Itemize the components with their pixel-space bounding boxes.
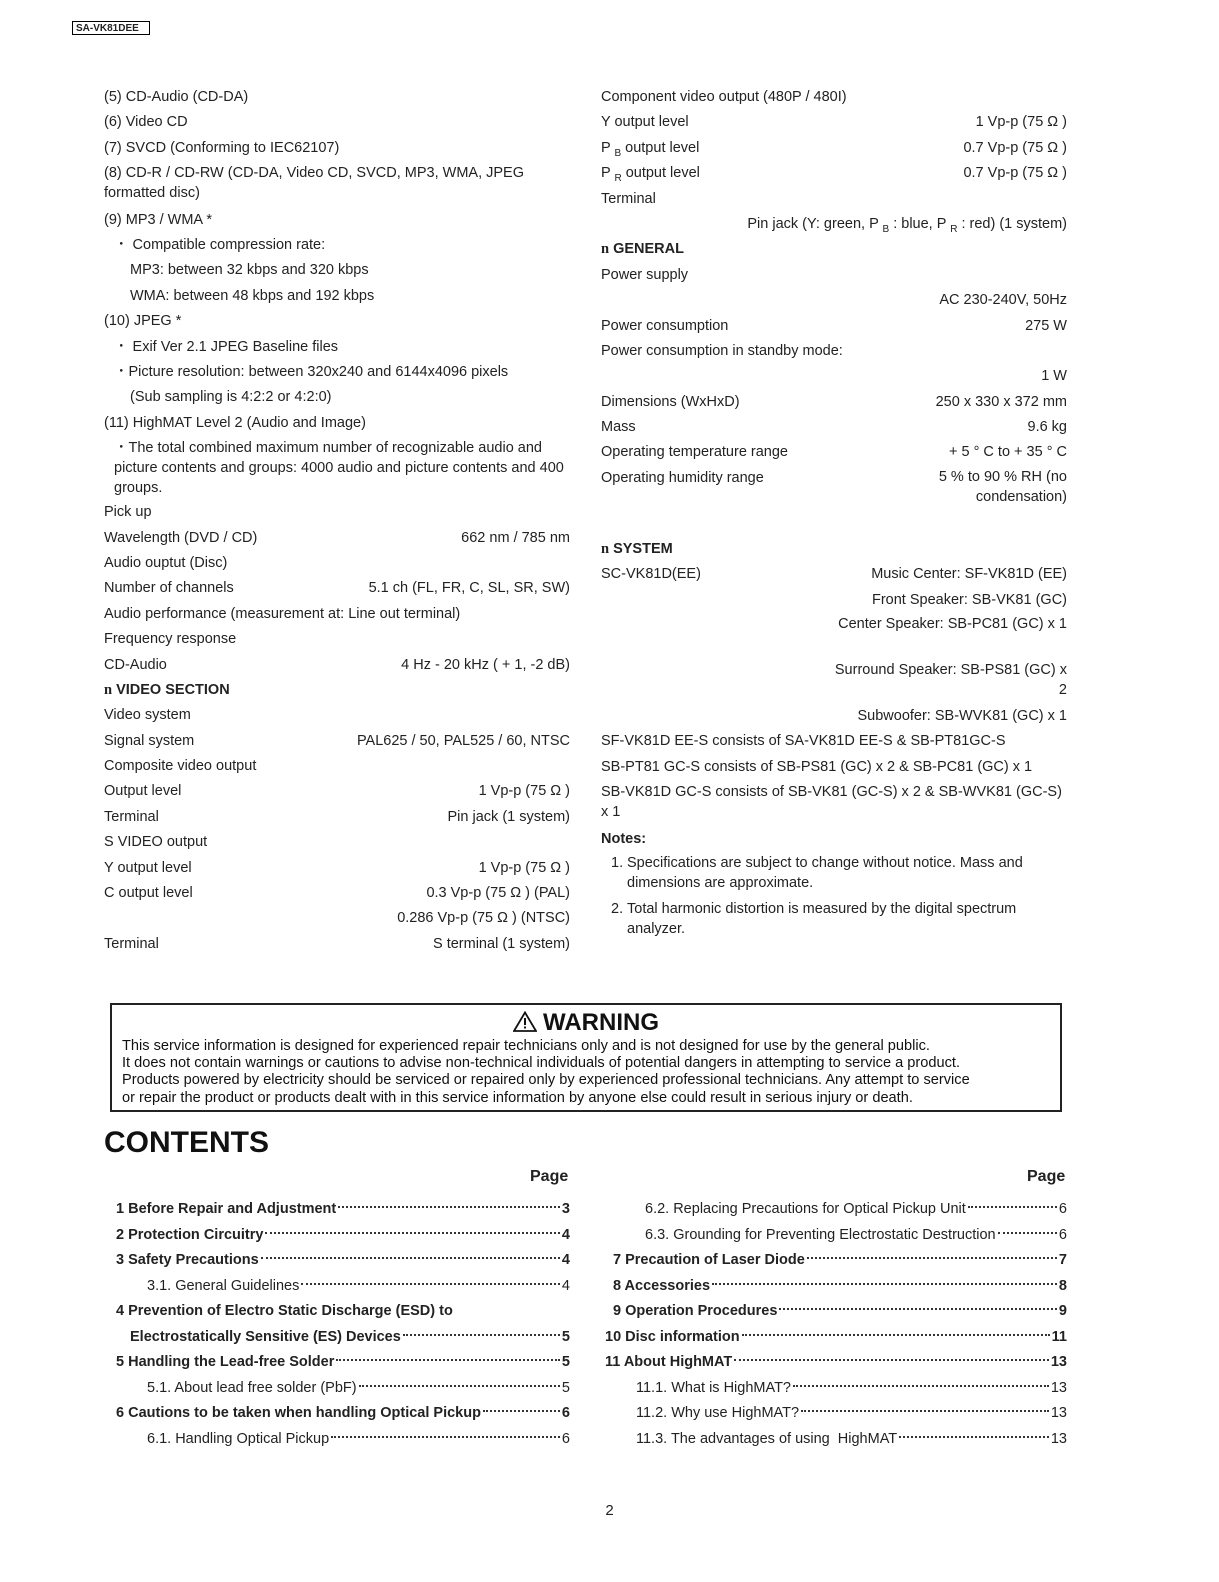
spec-value: 275 W [1025, 317, 1067, 334]
spec-row [104, 730, 570, 755]
spec-label: P $_R$ output level [601, 165, 700, 185]
spec-label: Signal system [104, 732, 195, 749]
section-title: GENERAL [613, 241, 684, 258]
spec-row [601, 391, 1067, 416]
spec-label: C output level [104, 885, 193, 902]
spec-subitem: ・Picture resolution: between 320x240 and 6144x4096 pixels [114, 364, 509, 381]
spec-row [104, 857, 570, 882]
spec-row [104, 933, 570, 958]
spec-label: Terminal [104, 808, 159, 825]
spec-value: 1 Vp-p (75 Ω ) [975, 114, 1067, 131]
section-heading-general [601, 238, 1067, 263]
spec-heading: Composite video output [104, 758, 257, 775]
spec-label: P $_B$ output level [601, 139, 700, 159]
spec-value: 0.7 Vp-p (75 Ω ) [963, 165, 1067, 182]
spec-value: 4 Hz - 20 kHz ( + 1, -2 dB) [401, 656, 570, 673]
spec-value: Pin jack (1 system) [447, 808, 570, 825]
spec-subitem: ・ Exif Ver 2.1 JPEG Baseline files [114, 338, 339, 355]
note-number: 1. [611, 855, 624, 872]
spec-row [601, 289, 1067, 314]
toc-right [601, 1198, 1067, 1453]
spec-item: (7) SVCD (Conforming to IEC62107) [104, 139, 340, 156]
toc-entry[interactable]: 11.1. What is HighMAT? 13 [636, 1379, 1067, 1396]
spec-value: 1 W [1041, 368, 1067, 385]
spec-heading: Frequency response [104, 631, 237, 648]
toc-entry[interactable]: 8 Accessories 8 [613, 1277, 1067, 1294]
spec-label: Power consumption [601, 317, 729, 334]
spec-value: Front Speaker: SB-VK81 (GC) [871, 591, 1067, 608]
spec-value: 5 % to 90 % RH (no condensation) [938, 468, 1067, 505]
spec-item: (6) Video CD [104, 114, 188, 131]
spec-row [601, 705, 1067, 730]
spec-label: Operating humidity range [601, 469, 764, 486]
spec-item: (11) HighMAT Level 2 (Audio and Image) [104, 414, 366, 431]
toc-entry[interactable]: 5 Handling the Lead-free Solder 5 [116, 1354, 570, 1370]
spec-text: SB-VK81D GC-S consists of SB-VK81 (GC-S) x 2 & SB-WVK81 (GC-S) x 1 [601, 784, 1062, 821]
spec-row [104, 882, 570, 907]
toc-entry[interactable]: 11 About HighMAT 13 [605, 1354, 1067, 1370]
spec-row [601, 467, 1067, 538]
spec-label: Wavelength (DVD / CD) [104, 529, 258, 546]
spec-row [104, 806, 570, 831]
spec-value: AC 230-240V, 50Hz [939, 292, 1067, 309]
toc-entry[interactable]: 1 Before Repair and Adjustment 3 [116, 1201, 570, 1217]
bullet-icon: n [601, 540, 610, 557]
spec-value: 250 x 330 x 372 mm [935, 393, 1067, 410]
toc-entry[interactable]: 6.2. Replacing Precautions for Optical Pickup Unit 6 [645, 1201, 1067, 1217]
spec-subitem: ・ Compatible compression rate: [114, 237, 326, 254]
spec-label: SC-VK81D(EE) [601, 566, 701, 583]
spec-row [104, 527, 570, 552]
spec-label: Y output level [104, 859, 192, 876]
spec-value: Surround Speaker: SB-PS81 (GC) x 2 [834, 661, 1067, 698]
spec-row [104, 780, 570, 805]
toc-entry[interactable]: 11.3. The advantages of using HighMAT 13 [636, 1430, 1067, 1447]
spec-heading: Component video output (480P / 480I) [601, 89, 847, 105]
spec-value: Subwoofer: SB-WVK81 (GC) x 1 [857, 708, 1067, 725]
toc-entry[interactable]: 10 Disc information 11 [605, 1328, 1067, 1345]
spec-label: Dimensions (WxHxD) [601, 393, 740, 410]
section-heading-system [601, 538, 1067, 563]
spec-text: SF-VK81D EE-S consists of SA-VK81D EE-S & SB-PT81GC-S [601, 733, 1006, 750]
spec-heading: Pick up [104, 504, 152, 521]
warning-line: This service information is designed for experienced repair technicians only and is not designed for use by the general public. [122, 1038, 930, 1054]
spec-value: Music Center: SF-VK81D (EE) [871, 566, 1067, 583]
page-number: 2 [605, 1502, 614, 1519]
spec-value: S terminal (1 system) [433, 935, 570, 952]
spec-text: SB-PT81 GC-S consists of SB-PS81 (GC) x 2 & SB-PC81 (GC) x 1 [601, 758, 1033, 775]
warning-line: or repair the product or products dealt with in this service information by anyone else could result in serious injury or death. [122, 1089, 913, 1106]
toc-entry[interactable]: 6.1. Handling Optical Pickup 6 [147, 1430, 570, 1447]
toc-entry[interactable]: Electrostatically Sensitive (ES) Devices 5 [130, 1328, 570, 1345]
spec-row [601, 365, 1067, 390]
toc-entry[interactable]: 3 Safety Precautions 4 [116, 1252, 570, 1268]
spec-heading: S VIDEO output [104, 834, 208, 851]
spec-heading: Audio performance (measurement at: Line out terminal) [104, 605, 461, 622]
warning-triangle-icon [513, 1011, 537, 1032]
spec-value: 0.3 Vp-p (75 Ω ) (PAL) [426, 885, 570, 902]
spec-row [601, 162, 1067, 187]
section-title: VIDEO SECTION [116, 681, 230, 698]
spec-item: (5) CD-Audio (CD-DA) [104, 89, 249, 105]
spec-value: + 5 ° C to + 35 ° C [949, 444, 1067, 461]
spec-row [601, 111, 1067, 136]
bullet-icon: n [104, 681, 113, 698]
toc-entry[interactable]: 9 Operation Procedures 9 [613, 1303, 1067, 1319]
spec-row [601, 589, 1067, 614]
spec-heading: Audio ouptut (Disc) [104, 554, 228, 571]
spec-row [601, 441, 1067, 466]
toc-entry[interactable]: 3.1. General Guidelines 4 [147, 1277, 570, 1294]
spec-value: Center Speaker: SB-PC81 (GC) x 1 [838, 616, 1067, 633]
toc-entry[interactable]: 6.3. Grounding for Preventing Electrostatic Destruction 6 [645, 1226, 1067, 1243]
right-spec-column [601, 86, 1067, 945]
toc-entry[interactable]: 6 Cautions to be taken when handling Optical Pickup 6 [116, 1405, 570, 1421]
spec-row [601, 660, 1067, 706]
spec-value: 0.286 Vp-p (75 Ω ) (NTSC) [397, 910, 570, 927]
contents-title: CONTENTS [104, 1126, 269, 1159]
spec-value: Pin jack (Y: green, P $_B$ : blue, P $_R$ : red) (1 system) [747, 215, 1067, 235]
spec-item: (10) JPEG * [104, 313, 182, 330]
spec-label: Output level [104, 783, 182, 800]
notes-title: Notes: [601, 830, 647, 847]
toc-entry[interactable]: 2 Protection Circuitry 4 [116, 1226, 570, 1243]
spec-row [601, 137, 1067, 162]
spec-label: Y output level [601, 114, 689, 131]
warning-box [110, 1003, 1062, 1112]
spec-label: Number of channels [104, 580, 234, 597]
spec-heading: Terminal [601, 190, 656, 207]
toc-entry[interactable]: 4 Prevention of Electro Static Discharge (ESD) to [116, 1303, 453, 1319]
spec-value: 662 nm / 785 nm [461, 529, 570, 546]
note-item [601, 899, 1067, 939]
section-title: SYSTEM [613, 540, 673, 557]
left-spec-column [104, 86, 570, 958]
spec-value: 5.1 ch (FL, FR, C, SL, SR, SW) [368, 580, 570, 597]
spec-value: PAL625 / 50, PAL525 / 60, NTSC [356, 732, 570, 749]
spec-label: Mass [601, 419, 636, 436]
spec-row [601, 563, 1067, 588]
spec-value: 9.6 kg [1027, 419, 1067, 436]
warning-line: Products powered by electricity should be serviced or repaired only by experienced professional technicians. Any attempt to service [122, 1072, 970, 1089]
spec-heading: Power supply [601, 266, 689, 283]
bullet-icon: n [601, 241, 610, 258]
warning-title: WARNING [112, 1009, 1060, 1037]
toc-entry[interactable]: 7 Precaution of Laser Diode 7 [613, 1252, 1067, 1268]
note-text: Total harmonic distortion is measured by the digital spectrum analyzer. [627, 901, 1017, 938]
toc-entry[interactable]: 5.1. About lead free solder (PbF) 5 [147, 1379, 570, 1396]
spec-subitem: MP3: between 32 kbps and 320 kbps [130, 262, 369, 279]
spec-row [601, 213, 1067, 238]
warning-line: It does not contain warnings or cautions to advise non-technical individuals of potential dangers in attempting to service a product. [122, 1055, 961, 1072]
spec-label: Terminal [104, 935, 159, 952]
spec-subitem: (Sub sampling is 4:2:2 or 4:2:0) [130, 389, 332, 406]
note-number: 2. [611, 901, 624, 918]
warning-body [122, 1038, 1052, 1107]
note-item [601, 853, 1067, 893]
spec-row [601, 315, 1067, 340]
spec-row [104, 654, 570, 679]
spec-heading: Power consumption in standby mode: [601, 342, 843, 359]
model-tag: SA-VK81DEE [72, 21, 150, 35]
page-column-label: Page [530, 1168, 569, 1185]
spec-row [601, 614, 1067, 660]
spec-heading: Video system [104, 707, 191, 724]
spec-value: 1 Vp-p (75 Ω ) [478, 859, 570, 876]
spec-value: 1 Vp-p (75 Ω ) [478, 783, 570, 800]
spec-subitem: ・The total combined maximum number of recognizable audio and picture contents and groups: 4000 audio and picture contents and 400 groups. [114, 440, 564, 497]
page-column-label: Page [1027, 1168, 1066, 1185]
spec-row [601, 416, 1067, 441]
spec-item: (8) CD-R / CD-RW (CD-DA, Video CD, SVCD, MP3, WMA, JPEG formatted disc) [104, 165, 525, 202]
section-heading-video [104, 679, 570, 704]
spec-label: CD-Audio [104, 656, 167, 673]
toc-left [104, 1198, 570, 1453]
spec-value: 0.7 Vp-p (75 Ω ) [963, 139, 1067, 156]
spec-item: (9) MP3 / WMA * [104, 211, 212, 228]
toc-entry[interactable]: 11.2. Why use HighMAT? 13 [636, 1405, 1067, 1421]
note-text: Specifications are subject to change without notice. Mass and dimensions are approximate. [627, 855, 1023, 892]
spec-row [104, 907, 570, 932]
spec-row [104, 577, 570, 602]
spec-subitem: WMA: between 48 kbps and 192 kbps [130, 287, 375, 304]
spec-label: Operating temperature range [601, 444, 788, 461]
